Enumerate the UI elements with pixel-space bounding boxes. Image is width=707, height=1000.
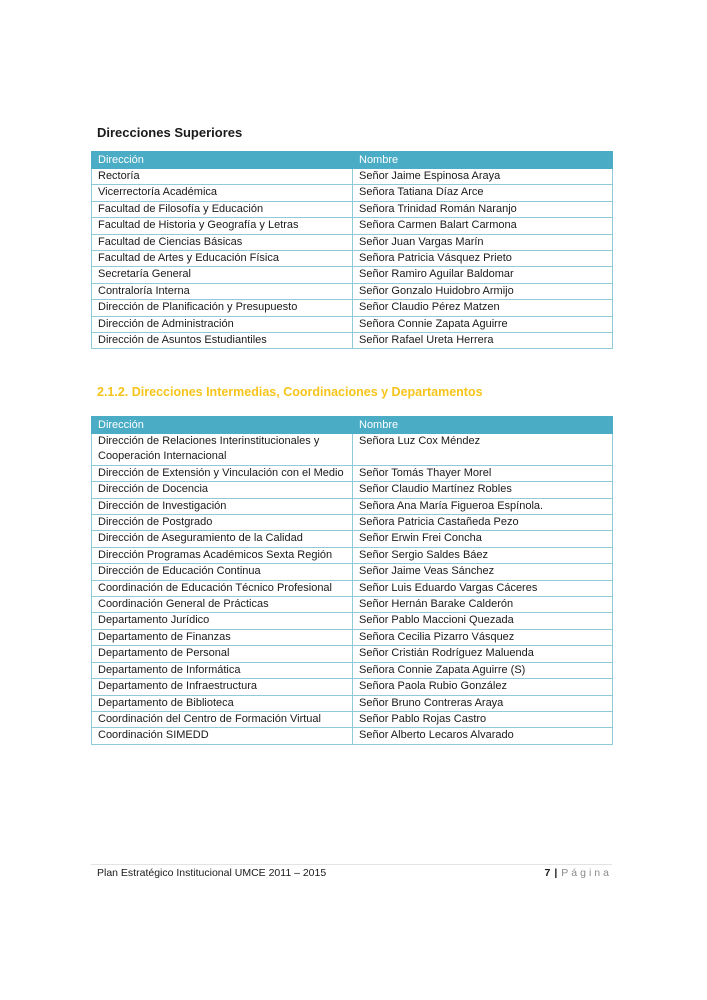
footer-divider xyxy=(91,864,612,865)
table-row xyxy=(92,646,613,662)
table-row xyxy=(92,482,613,498)
cell-direccion: Facultad de Filosofía y Educación xyxy=(92,201,353,217)
table-header-row xyxy=(92,417,613,434)
cell-nombre: Señor Ramiro Aguilar Baldomar xyxy=(353,267,613,283)
cell-direccion: Departamento de Biblioteca xyxy=(92,695,353,711)
table-row xyxy=(92,169,613,185)
cell-direccion: Dirección de Planificación y Presupuesto xyxy=(92,300,353,316)
cell-nombre: Señor Bruno Contreras Araya xyxy=(353,695,613,711)
table-row xyxy=(92,695,613,711)
table-row xyxy=(92,711,613,727)
table-row xyxy=(92,613,613,629)
cell-direccion: Facultad de Artes y Educación Física xyxy=(92,251,353,267)
footer-document-title: Plan Estratégico Institucional UMCE 2011 – 2015 xyxy=(97,867,327,879)
cell-nombre: Señora Carmen Balart Carmona xyxy=(353,218,613,234)
table-row xyxy=(92,234,613,250)
cell-nombre: Señor Jaime Veas Sánchez xyxy=(353,564,613,580)
cell-direccion: Secretaría General xyxy=(92,267,353,283)
table-row xyxy=(92,185,613,201)
footer-separator: | xyxy=(554,867,558,879)
column-header-direccion: Dirección xyxy=(92,152,353,169)
cell-nombre: Señor Pablo Maccioni Quezada xyxy=(353,613,613,629)
table-row xyxy=(92,251,613,267)
cell-nombre: Señor Rafael Ureta Herrera xyxy=(353,333,613,349)
cell-nombre: Señor Erwin Frei Concha xyxy=(353,531,613,547)
table-row xyxy=(92,333,613,349)
cell-direccion: Departamento de Infraestructura xyxy=(92,679,353,695)
cell-direccion: Departamento Jurídico xyxy=(92,613,353,629)
table-row xyxy=(92,564,613,580)
cell-direccion: Coordinación de Educación Técnico Profesional xyxy=(92,580,353,596)
table-row xyxy=(92,531,613,547)
cell-nombre: Señora Tatiana Díaz Arce xyxy=(353,185,613,201)
cell-nombre: Señora Connie Zapata Aguirre xyxy=(353,316,613,332)
cell-direccion: Contraloría Interna xyxy=(92,283,353,299)
table-row xyxy=(92,218,613,234)
table-row xyxy=(92,515,613,531)
table-row xyxy=(92,547,613,563)
column-header-direccion: Dirección xyxy=(92,417,353,434)
direcciones-superiores-table xyxy=(91,151,613,349)
cell-nombre: Señora Paola Rubio González xyxy=(353,679,613,695)
page-number: 7 xyxy=(544,867,551,879)
table-row xyxy=(92,434,613,466)
table-row xyxy=(92,267,613,283)
cell-nombre: Señor Jaime Espinosa Araya xyxy=(353,169,613,185)
cell-nombre: Señora Cecilia Pizarro Vásquez xyxy=(353,629,613,645)
cell-nombre: Señor Claudio Martínez Robles xyxy=(353,482,613,498)
cell-direccion: Coordinación del Centro de Formación Virtual xyxy=(92,711,353,727)
column-header-nombre: Nombre xyxy=(353,417,613,434)
cell-nombre: Señor Pablo Rojas Castro xyxy=(353,711,613,727)
cell-direccion: Dirección de Extensión y Vinculación con el Medio xyxy=(92,465,353,481)
cell-direccion: Dirección Programas Académicos Sexta Región xyxy=(92,547,353,563)
cell-direccion: Rectoría xyxy=(92,169,353,185)
footer-page-indicator xyxy=(545,867,613,879)
column-header-nombre: Nombre xyxy=(353,152,613,169)
table-row xyxy=(92,629,613,645)
cell-direccion: Coordinación General de Prácticas xyxy=(92,597,353,613)
table-row xyxy=(92,201,613,217)
cell-direccion: Departamento de Informática xyxy=(92,662,353,678)
table-header-row xyxy=(92,152,613,169)
cell-direccion: Dirección de Investigación xyxy=(92,498,353,514)
table-row xyxy=(92,300,613,316)
table-row xyxy=(92,498,613,514)
cell-nombre: Señor Sergio Saldes Báez xyxy=(353,547,613,563)
cell-nombre: Señor Cristián Rodríguez Maluenda xyxy=(353,646,613,662)
table-row xyxy=(92,316,613,332)
cell-direccion: Vicerrectoría Académica xyxy=(92,185,353,201)
cell-nombre: Señora Patricia Castañeda Pezo xyxy=(353,515,613,531)
cell-direccion: Dirección de Postgrado xyxy=(92,515,353,531)
cell-nombre: Señora Connie Zapata Aguirre (S) xyxy=(353,662,613,678)
cell-nombre: Señor Hernán Barake Calderón xyxy=(353,597,613,613)
cell-direccion: Departamento de Personal xyxy=(92,646,353,662)
cell-direccion: Dirección de Docencia xyxy=(92,482,353,498)
cell-nombre: Señora Luz Cox Méndez xyxy=(353,434,613,466)
cell-nombre: Señor Gonzalo Huidobro Armijo xyxy=(353,283,613,299)
cell-direccion: Facultad de Historia y Geografía y Letras xyxy=(92,218,353,234)
table-row xyxy=(92,283,613,299)
cell-nombre: Señor Juan Vargas Marín xyxy=(353,234,613,250)
cell-nombre: Señor Claudio Pérez Matzen xyxy=(353,300,613,316)
cell-nombre: Señora Patricia Vásquez Prieto xyxy=(353,251,613,267)
cell-direccion: Coordinación SIMEDD xyxy=(92,728,353,744)
cell-direccion: Departamento de Finanzas xyxy=(92,629,353,645)
cell-nombre: Señora Trinidad Román Naranjo xyxy=(353,201,613,217)
cell-nombre: Señora Ana María Figueroa Espínola. xyxy=(353,498,613,514)
table-row xyxy=(92,465,613,481)
table-row xyxy=(92,662,613,678)
cell-direccion: Dirección de Educación Continua xyxy=(92,564,353,580)
section-heading-direcciones-superiores: Direcciones Superiores xyxy=(97,125,243,140)
cell-nombre: Señor Alberto Lecaros Alvarado xyxy=(353,728,613,744)
cell-direccion: Dirección de Relaciones Interinstitucionales y Cooperación Internacional xyxy=(92,434,353,466)
table-row xyxy=(92,728,613,744)
cell-nombre: Señor Luis Eduardo Vargas Cáceres xyxy=(353,580,613,596)
cell-direccion: Dirección de Administración xyxy=(92,316,353,332)
cell-direccion: Dirección de Aseguramiento de la Calidad xyxy=(92,531,353,547)
direcciones-intermedias-table xyxy=(91,416,613,745)
table-row xyxy=(92,679,613,695)
cell-direccion: Facultad de Ciencias Básicas xyxy=(92,234,353,250)
cell-direccion: Dirección de Asuntos Estudiantiles xyxy=(92,333,353,349)
page-label: Página xyxy=(561,867,612,879)
section-heading-direcciones-intermedias: 2.1.2. Direcciones Intermedias, Coordinaciones y Departamentos xyxy=(97,385,483,399)
table-row xyxy=(92,580,613,596)
cell-nombre: Señor Tomás Thayer Morel xyxy=(353,465,613,481)
table-row xyxy=(92,597,613,613)
